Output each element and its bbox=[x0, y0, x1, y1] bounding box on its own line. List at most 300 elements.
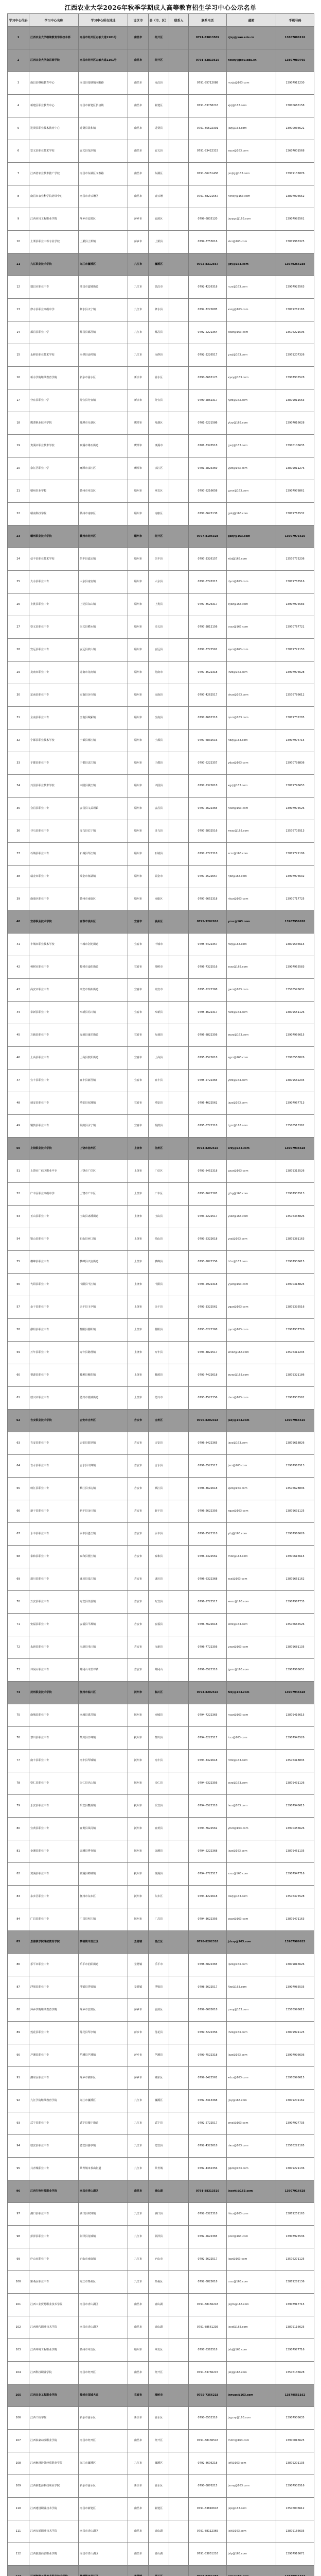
cell-phone: 0794-3322618 bbox=[189, 1750, 227, 1772]
cell-city: 赣州市 bbox=[128, 866, 149, 888]
cell-contact bbox=[169, 1092, 189, 1115]
cell-code: 14 bbox=[8, 321, 29, 344]
table-row bbox=[8, 594, 314, 616]
cell-mobile: 13879011563 bbox=[276, 389, 314, 412]
table-row bbox=[8, 820, 314, 843]
cell-address: 高安市瑞州街道 bbox=[79, 979, 128, 1002]
cell-mobile: 13907985535 bbox=[276, 1976, 314, 1999]
cell-name: 靖安县职业中专 bbox=[29, 1092, 79, 1115]
cell-phone: 0797-6652318 bbox=[189, 888, 227, 911]
cell-name: 吉安县职业中专 bbox=[29, 1432, 79, 1455]
cell-county: 上栗县 bbox=[149, 231, 169, 253]
cell-county: 经开区 bbox=[149, 49, 169, 72]
cell-email: xjzz@163.com bbox=[227, 1478, 276, 1500]
cell-code: 98 bbox=[8, 2226, 29, 2248]
cell-contact bbox=[169, 1999, 189, 2022]
cell-contact bbox=[169, 2135, 189, 2158]
cell-name: 江西省农业技术推广学校 bbox=[29, 163, 79, 185]
cell-city: 赣州市 bbox=[128, 707, 149, 730]
cell-mobile: 13576271125 bbox=[276, 2248, 314, 2271]
cell-email: slzz@163.com bbox=[227, 231, 276, 253]
header-name: 学习中心名称 bbox=[29, 14, 79, 27]
cell-email: ncnky@163.com bbox=[227, 185, 276, 208]
cell-phone: 0790-6665123 bbox=[189, 367, 227, 389]
cell-county: 婺源县 bbox=[149, 1364, 169, 1387]
cell-county: 石城县 bbox=[149, 843, 169, 866]
cell-city: 宜春市 bbox=[128, 1115, 149, 1138]
cell-contact bbox=[169, 911, 189, 934]
cell-name: 龙南市职业中专 bbox=[29, 662, 79, 684]
cell-contact bbox=[169, 798, 189, 820]
cell-contact bbox=[169, 888, 189, 911]
cell-mobile: 13576628836 bbox=[276, 1478, 314, 1500]
cell-phone: 0795-7322516 bbox=[189, 956, 227, 979]
table-row bbox=[8, 1682, 314, 1704]
cell-mobile: 13879562235 bbox=[276, 1070, 314, 1092]
cell-mobile: 13576006612 bbox=[276, 2498, 314, 2520]
table-row bbox=[8, 435, 314, 457]
cell-contact bbox=[169, 1659, 189, 1682]
cell-contact bbox=[169, 1500, 189, 1523]
cell-contact bbox=[169, 820, 189, 843]
cell-mobile: 13907977716 bbox=[276, 2339, 314, 2362]
cell-address: 南昌市青山湖区 bbox=[79, 2543, 128, 2566]
table-row bbox=[8, 684, 314, 707]
cell-city: 赣州市 bbox=[128, 616, 149, 639]
cell-mobile: 13907975526 bbox=[276, 798, 314, 820]
cell-name: 石城县职业中专 bbox=[29, 843, 79, 866]
cell-mobile: 13907916628 bbox=[276, 2180, 314, 2203]
cell-code: 89 bbox=[8, 2022, 29, 2044]
table-row bbox=[8, 2543, 314, 2566]
cell-name: 江西建设职业技术学院 bbox=[29, 2498, 79, 2520]
cell-email: fzzy@163.com bbox=[227, 1682, 276, 1704]
cell-code: 82 bbox=[8, 1863, 29, 1886]
cell-mobile: 13576418835 bbox=[276, 1750, 314, 1772]
cell-mobile: 13907955583 bbox=[276, 956, 314, 979]
cell-name: 共青城职业中专 bbox=[29, 2158, 79, 2180]
cell-code: 27 bbox=[8, 616, 29, 639]
cell-name: 修水县职业高级中学 bbox=[29, 299, 79, 321]
cell-address: 泰和县澄江镇 bbox=[79, 1546, 128, 1568]
cell-name: 万载县职业中专 bbox=[29, 1024, 79, 1047]
cell-city: 抚州市 bbox=[128, 1886, 149, 1908]
header-mobile: 手机号码 bbox=[276, 14, 314, 27]
table-row bbox=[8, 888, 314, 911]
cell-address: 新余市渝水区 bbox=[79, 367, 128, 389]
cell-city: 鹰潭市 bbox=[128, 435, 149, 457]
table-row bbox=[8, 1092, 314, 1115]
cell-email: nkzz@163.com bbox=[227, 888, 276, 911]
cell-address: 德安县蒲亭镇 bbox=[79, 2135, 128, 2158]
cell-city: 南昌市 bbox=[128, 2316, 149, 2339]
cell-name: 万安县职业中专 bbox=[29, 1591, 79, 1614]
cell-phone: 0793-2222517 bbox=[189, 1206, 227, 1228]
cell-contact bbox=[169, 662, 189, 684]
cell-mobile: 13879721153 bbox=[276, 639, 314, 662]
cell-address: 鹰潭市月湖区 bbox=[79, 412, 128, 435]
cell-contact bbox=[169, 1274, 189, 1296]
cell-county: 安福县 bbox=[149, 1614, 169, 1636]
cell-email: flzz@163.com bbox=[227, 1976, 276, 1999]
cell-email: pxxy@163.com bbox=[227, 1999, 276, 2022]
cell-city: 九江市 bbox=[128, 253, 149, 276]
cell-contact bbox=[169, 775, 189, 798]
header-email: 邮箱 bbox=[227, 14, 276, 27]
cell-email: hkzz@163.com bbox=[227, 2203, 276, 2226]
cell-code: 83 bbox=[8, 1886, 29, 1908]
cell-email: zxzz@163.com bbox=[227, 1863, 276, 1886]
cell-email: fxzz@163.com bbox=[227, 1002, 276, 1024]
cell-contact bbox=[169, 2294, 189, 2316]
cell-address: 浮梁县浮梁镇 bbox=[79, 1976, 128, 1999]
cell-county: 信州区 bbox=[149, 1138, 169, 1160]
cell-city: 景德镇 bbox=[128, 1954, 149, 1976]
cell-code: 52 bbox=[8, 1183, 29, 1206]
cell-email: yxzj@163.com bbox=[227, 344, 276, 367]
cell-contact bbox=[169, 1228, 189, 1251]
cell-code: 69 bbox=[8, 1568, 29, 1591]
cell-email: xyxy@163.com bbox=[227, 367, 276, 389]
cell-phone: 0795-7356218 bbox=[189, 2384, 227, 2407]
cell-code: 8 bbox=[8, 185, 29, 208]
cell-email: jxxny@163.com bbox=[227, 2475, 276, 2498]
cell-email: lpzz@163.com bbox=[227, 1954, 276, 1976]
cell-address: 赣州市经开区 bbox=[79, 526, 128, 548]
cell-contact bbox=[169, 1931, 189, 1954]
cell-mobile: 13576705513 bbox=[276, 820, 314, 843]
cell-email: yjzz@163.com bbox=[227, 457, 276, 480]
cell-city: 新余市 bbox=[128, 2475, 149, 2498]
cell-contact bbox=[169, 1636, 189, 1659]
cell-email: cszz@163.com bbox=[227, 2271, 276, 2294]
cell-address: 婺源县紫阳镇 bbox=[79, 1364, 128, 1387]
cell-email: gqzz@163.com bbox=[227, 2158, 276, 2180]
cell-address: 宜丰县新昌镇 bbox=[79, 1070, 128, 1092]
cell-address: 南昌市青山湖区 bbox=[79, 2180, 128, 2203]
cell-address: 赣州市南康区 bbox=[79, 503, 128, 526]
cell-code: 57 bbox=[8, 1296, 29, 1319]
cell-name: 江西现代职业技术学院 bbox=[29, 2316, 79, 2339]
cell-mobile bbox=[276, 2566, 314, 2576]
cell-city: 景德镇 bbox=[128, 1931, 149, 1954]
cell-city: 抚州市 bbox=[128, 1727, 149, 1750]
cell-mobile: 13907967735 bbox=[276, 1591, 314, 1614]
cell-city: 赣州市 bbox=[128, 639, 149, 662]
cell-code: 36 bbox=[8, 820, 29, 843]
cell-email: jxnygc@163.com bbox=[227, 2384, 276, 2407]
cell-name: 井冈山职业中专 bbox=[29, 1659, 79, 1682]
cell-address: 大余县南安镇 bbox=[79, 571, 128, 594]
cell-address: 龙南市龙南镇 bbox=[79, 662, 128, 684]
cell-contact bbox=[169, 2543, 189, 2566]
cell-name: 黎川县职业中专 bbox=[29, 1727, 79, 1750]
cell-county: 瑞昌市 bbox=[149, 276, 169, 299]
cell-name: 德安县职业中专 bbox=[29, 2135, 79, 2158]
cell-code: 1 bbox=[8, 27, 29, 49]
cell-contact bbox=[169, 2520, 189, 2543]
cell-email: jjzy@163.com bbox=[227, 253, 276, 276]
table-row bbox=[8, 2180, 314, 2203]
cell-address: 横峰县兴安街道 bbox=[79, 1251, 128, 1274]
cell-email: syzz@163.com bbox=[227, 594, 276, 616]
cell-email: gczz@163.com bbox=[227, 1908, 276, 1931]
cell-email: qnzz@163.com bbox=[227, 707, 276, 730]
cell-name: 安义县职业技术学校 bbox=[29, 140, 79, 163]
cell-phone: 0794-4222618 bbox=[189, 1886, 227, 1908]
table-body bbox=[8, 27, 314, 2576]
cell-name: 吉水县职业中专 bbox=[29, 1455, 79, 1478]
cell-address: 黎川县日峰镇 bbox=[79, 1727, 128, 1750]
cell-code: 61 bbox=[8, 1387, 29, 1410]
cell-email: jxyygc@163.com bbox=[227, 208, 276, 231]
cell-email: jxgcxy@163.com bbox=[227, 2407, 276, 2430]
cell-phone: 0794-3222517 bbox=[189, 1727, 227, 1750]
cell-email: ycvc@163.com bbox=[227, 911, 276, 934]
cell-code: 33 bbox=[8, 752, 29, 775]
cell-address: 芦溪县芦溪镇 bbox=[79, 2044, 128, 2067]
cell-code: 5 bbox=[8, 117, 29, 140]
table-row bbox=[8, 2271, 314, 2294]
cell-county: 余干县 bbox=[149, 1296, 169, 1319]
cell-code: 75 bbox=[8, 1704, 29, 1727]
cell-address: 樟树市淦阳街道 bbox=[79, 956, 128, 979]
cell-county: 丰城市 bbox=[149, 934, 169, 956]
cell-city: 新余市 bbox=[128, 389, 149, 412]
cell-code: 22 bbox=[8, 503, 29, 526]
cell-city: 吉安市 bbox=[128, 1500, 149, 1523]
cell-city: 赣州市 bbox=[128, 730, 149, 752]
cell-address: 玉山县冰溪街道 bbox=[79, 1206, 128, 1228]
cell-county: 定南县 bbox=[149, 684, 169, 707]
table-row bbox=[8, 1954, 314, 1976]
cell-name: 信丰县职业技术学校 bbox=[29, 548, 79, 571]
table-row bbox=[8, 934, 314, 956]
cell-address: 会昌县文武坝镇 bbox=[79, 798, 128, 820]
cell-name: 贵溪市职业技术学校 bbox=[29, 435, 79, 457]
cell-email: thzz@163.com bbox=[227, 1546, 276, 1568]
cell-phone: 0797-2832516 bbox=[189, 820, 227, 843]
cell-email: xdzz@163.com bbox=[227, 2067, 276, 2090]
cell-mobile: 13907925563 bbox=[276, 276, 314, 299]
cell-code: 81 bbox=[8, 1840, 29, 1863]
cell-name: 遂川县职业中专 bbox=[29, 1568, 79, 1591]
cell-mobile: 13970318825 bbox=[276, 1274, 314, 1296]
cell-code: 12 bbox=[8, 276, 29, 299]
cell-city: 萍乡市 bbox=[128, 2067, 149, 2090]
cell-email: lnzz@163.com bbox=[227, 662, 276, 684]
cell-code: 25 bbox=[8, 571, 29, 594]
cell-address: 丰城市剑光街道 bbox=[79, 934, 128, 956]
cell-code: 56 bbox=[8, 1274, 29, 1296]
cell-name: 寻乌县职业中专 bbox=[29, 820, 79, 843]
cell-phone: 0797-8362518 bbox=[189, 2339, 227, 2362]
cell-name: 樟树市职业中专 bbox=[29, 956, 79, 979]
table-row bbox=[8, 1432, 314, 1455]
cell-phone: 0797-8216658 bbox=[189, 480, 227, 503]
cell-city bbox=[128, 2566, 149, 2576]
cell-phone: 0798-2622517 bbox=[189, 1976, 227, 1999]
cell-email: ydzz@163.com bbox=[227, 752, 276, 775]
cell-email: pzzz@163.com bbox=[227, 2226, 276, 2248]
cell-code bbox=[8, 2566, 29, 2576]
cell-mobile: 13879011276 bbox=[276, 457, 314, 480]
cell-contact bbox=[169, 2067, 189, 2090]
cell-email: jxly@163.com bbox=[227, 2543, 276, 2566]
cell-county: 万安县 bbox=[149, 1591, 169, 1614]
cell-email: rczz@163.com bbox=[227, 276, 276, 299]
cell-contact bbox=[169, 2362, 189, 2384]
table-row bbox=[8, 2067, 314, 2090]
table-row bbox=[8, 1274, 314, 1296]
cell-city: 南昌市 bbox=[128, 2294, 149, 2316]
cell-city: 上饶市 bbox=[128, 1138, 149, 1160]
cell-phone: 0791-83766215 bbox=[189, 2362, 227, 2384]
cell-phone: 0794-7622561 bbox=[189, 1818, 227, 1840]
cell-phone: 0791-83813509 bbox=[189, 27, 227, 49]
cell-code: 84 bbox=[8, 1908, 29, 1931]
cell-city: 赣州市 bbox=[128, 752, 149, 775]
table-row bbox=[8, 639, 314, 662]
cell-name: 江西生物科技职业学院 bbox=[29, 2180, 79, 2203]
cell-contact bbox=[169, 707, 189, 730]
cell-phone: 0792-5622365 bbox=[189, 2226, 227, 2248]
cell-email: xszg@163.com bbox=[227, 299, 276, 321]
header-city: 设区市 bbox=[128, 14, 149, 27]
cell-county: 贵溪市 bbox=[149, 435, 169, 457]
cell-county: 会昌县 bbox=[149, 798, 169, 820]
cell-phone: 0792-8606218 bbox=[189, 2452, 227, 2475]
cell-mobile: 13879536615 bbox=[276, 934, 314, 956]
cell-email: fczj@163.com bbox=[227, 934, 276, 956]
cell-mobile: 13970767721 bbox=[276, 616, 314, 639]
cell-code: 71 bbox=[8, 1614, 29, 1636]
cell-address: 遂川县泉江镇 bbox=[79, 1568, 128, 1591]
page-title: 江西农业大学2026年秋季学期成人高等教育招生学习中心公示名单 bbox=[64, 4, 257, 11]
table-row bbox=[8, 843, 314, 866]
cell-name: 芦溪县职业中专 bbox=[29, 2044, 79, 2067]
cell-code: 112 bbox=[8, 2543, 29, 2566]
cell-code: 3 bbox=[8, 72, 29, 95]
cell-name: 高安市职业中专 bbox=[29, 979, 79, 1002]
cell-mobile: 13879201162 bbox=[276, 2090, 314, 2112]
cell-city: 抚州市 bbox=[128, 1818, 149, 1840]
cell-address: 萍乡市安源区 bbox=[79, 1999, 128, 2022]
cell-name: 崇义县职业中专 bbox=[29, 616, 79, 639]
table-row bbox=[8, 1024, 314, 1047]
cell-address: 永丰县恩江镇 bbox=[79, 1523, 128, 1546]
cell-contact bbox=[169, 435, 189, 457]
cell-address: 安义县龙津镇 bbox=[79, 140, 128, 163]
cell-email: dnzz@163.com bbox=[227, 684, 276, 707]
cell-email: xfzj@163.com bbox=[227, 548, 276, 571]
cell-name: 南昌市农业科学院培训中心 bbox=[29, 185, 79, 208]
table-row bbox=[8, 1840, 314, 1863]
cell-email: gxzz@163.com bbox=[227, 1160, 276, 1183]
cell-mobile: 13879796653 bbox=[276, 775, 314, 798]
cell-code: 54 bbox=[8, 1228, 29, 1251]
cell-code: 17 bbox=[8, 389, 29, 412]
cell-code: 77 bbox=[8, 1750, 29, 1772]
cell-phone: 0797-8726315 bbox=[189, 571, 227, 594]
cell-county: 余江区 bbox=[149, 457, 169, 480]
cell-city: 九江市 bbox=[128, 2112, 149, 2135]
cell-mobile: 13807080765 bbox=[276, 49, 314, 72]
cell-code: 85 bbox=[8, 1931, 29, 1954]
cell-mobile: 13970996615 bbox=[276, 2067, 314, 2090]
cell-name: 德兴市职业中专 bbox=[29, 1387, 79, 1410]
cell-name: 赣南科技学院 bbox=[29, 503, 79, 526]
cell-contact bbox=[169, 389, 189, 412]
cell-email: dxzz@163.com bbox=[227, 1387, 276, 1410]
table-row bbox=[8, 2112, 314, 2135]
cell-contact bbox=[169, 276, 189, 299]
cell-phone: 0792-4322618 bbox=[189, 2135, 227, 2158]
cell-county: 濂溪区 bbox=[149, 253, 169, 276]
cell-city: 萍乡市 bbox=[128, 2044, 149, 2067]
cell-email: jxfl@163.com bbox=[227, 2452, 276, 2475]
cell-name: 南康区职业中专 bbox=[29, 888, 79, 911]
cell-email: yxzz@163.com bbox=[227, 1636, 276, 1659]
cell-address: 景德镇市昌江区 bbox=[79, 1931, 128, 1954]
cell-city: 九江市 bbox=[128, 2203, 149, 2226]
cell-code: 76 bbox=[8, 1727, 29, 1750]
cell-mobile: 13879551162 bbox=[276, 2384, 314, 2407]
cell-name: 江西泰豪动漫职业学院 bbox=[29, 2430, 79, 2452]
cell-email: jjxy@163.com bbox=[227, 2090, 276, 2112]
cell-city: 新余市 bbox=[128, 2407, 149, 2430]
cell-phone: 0797-3522318 bbox=[189, 662, 227, 684]
table-row bbox=[8, 1478, 314, 1500]
cell-contact bbox=[169, 231, 189, 253]
table-row bbox=[8, 2362, 314, 2384]
cell-address: 九江市濂溪区 bbox=[79, 253, 128, 276]
cell-address: 寻乌县长宁镇 bbox=[79, 820, 128, 843]
cell-address: 湖口县双钟镇 bbox=[79, 2203, 128, 2226]
cell-mobile: 13907945526 bbox=[276, 1727, 314, 1750]
cell-email: crzz@163.com bbox=[227, 1772, 276, 1795]
cell-phone: 0795-2722365 bbox=[189, 1070, 227, 1092]
cell-contact bbox=[169, 548, 189, 571]
cell-name: 峡江县职业中专 bbox=[29, 1478, 79, 1500]
cell-contact bbox=[169, 1410, 189, 1432]
cell-county: 铅山县 bbox=[149, 1228, 169, 1251]
cell-county: 东乡区 bbox=[149, 1886, 169, 1908]
cell-mobile: 13879651162 bbox=[276, 1568, 314, 1591]
cell-city: 吉安市 bbox=[128, 1478, 149, 1500]
cell-email: gznx@163.com bbox=[227, 480, 276, 503]
cell-contact bbox=[169, 1115, 189, 1138]
cell-contact bbox=[169, 1523, 189, 1546]
cell-address: 铜鼓县永宁镇 bbox=[79, 1115, 128, 1138]
cell-contact bbox=[169, 1387, 189, 1410]
cell-address: 上饶市广丰区 bbox=[79, 1183, 128, 1206]
table-row bbox=[8, 1070, 314, 1092]
cell-address: 萍乡市安源区 bbox=[79, 208, 128, 231]
table-row bbox=[8, 1795, 314, 1818]
cell-address: 宁都县梅江镇 bbox=[79, 730, 128, 752]
cell-name: 崇仁县职业中专 bbox=[29, 1772, 79, 1795]
cell-email: ayzx@163.com bbox=[227, 140, 276, 163]
cell-email: wyzz@163.com bbox=[227, 1364, 276, 1387]
cell-address: 广昌县旴江镇 bbox=[79, 1908, 128, 1931]
cell-contact bbox=[169, 253, 189, 276]
cell-address: 信丰县嘉定镇 bbox=[79, 548, 128, 571]
table-row bbox=[8, 1138, 314, 1160]
cell-name: 江西应用工程职业学院 bbox=[29, 208, 79, 231]
cell-city: 九江市 bbox=[128, 299, 149, 321]
cell-mobile: 13879618826 bbox=[276, 1432, 314, 1455]
